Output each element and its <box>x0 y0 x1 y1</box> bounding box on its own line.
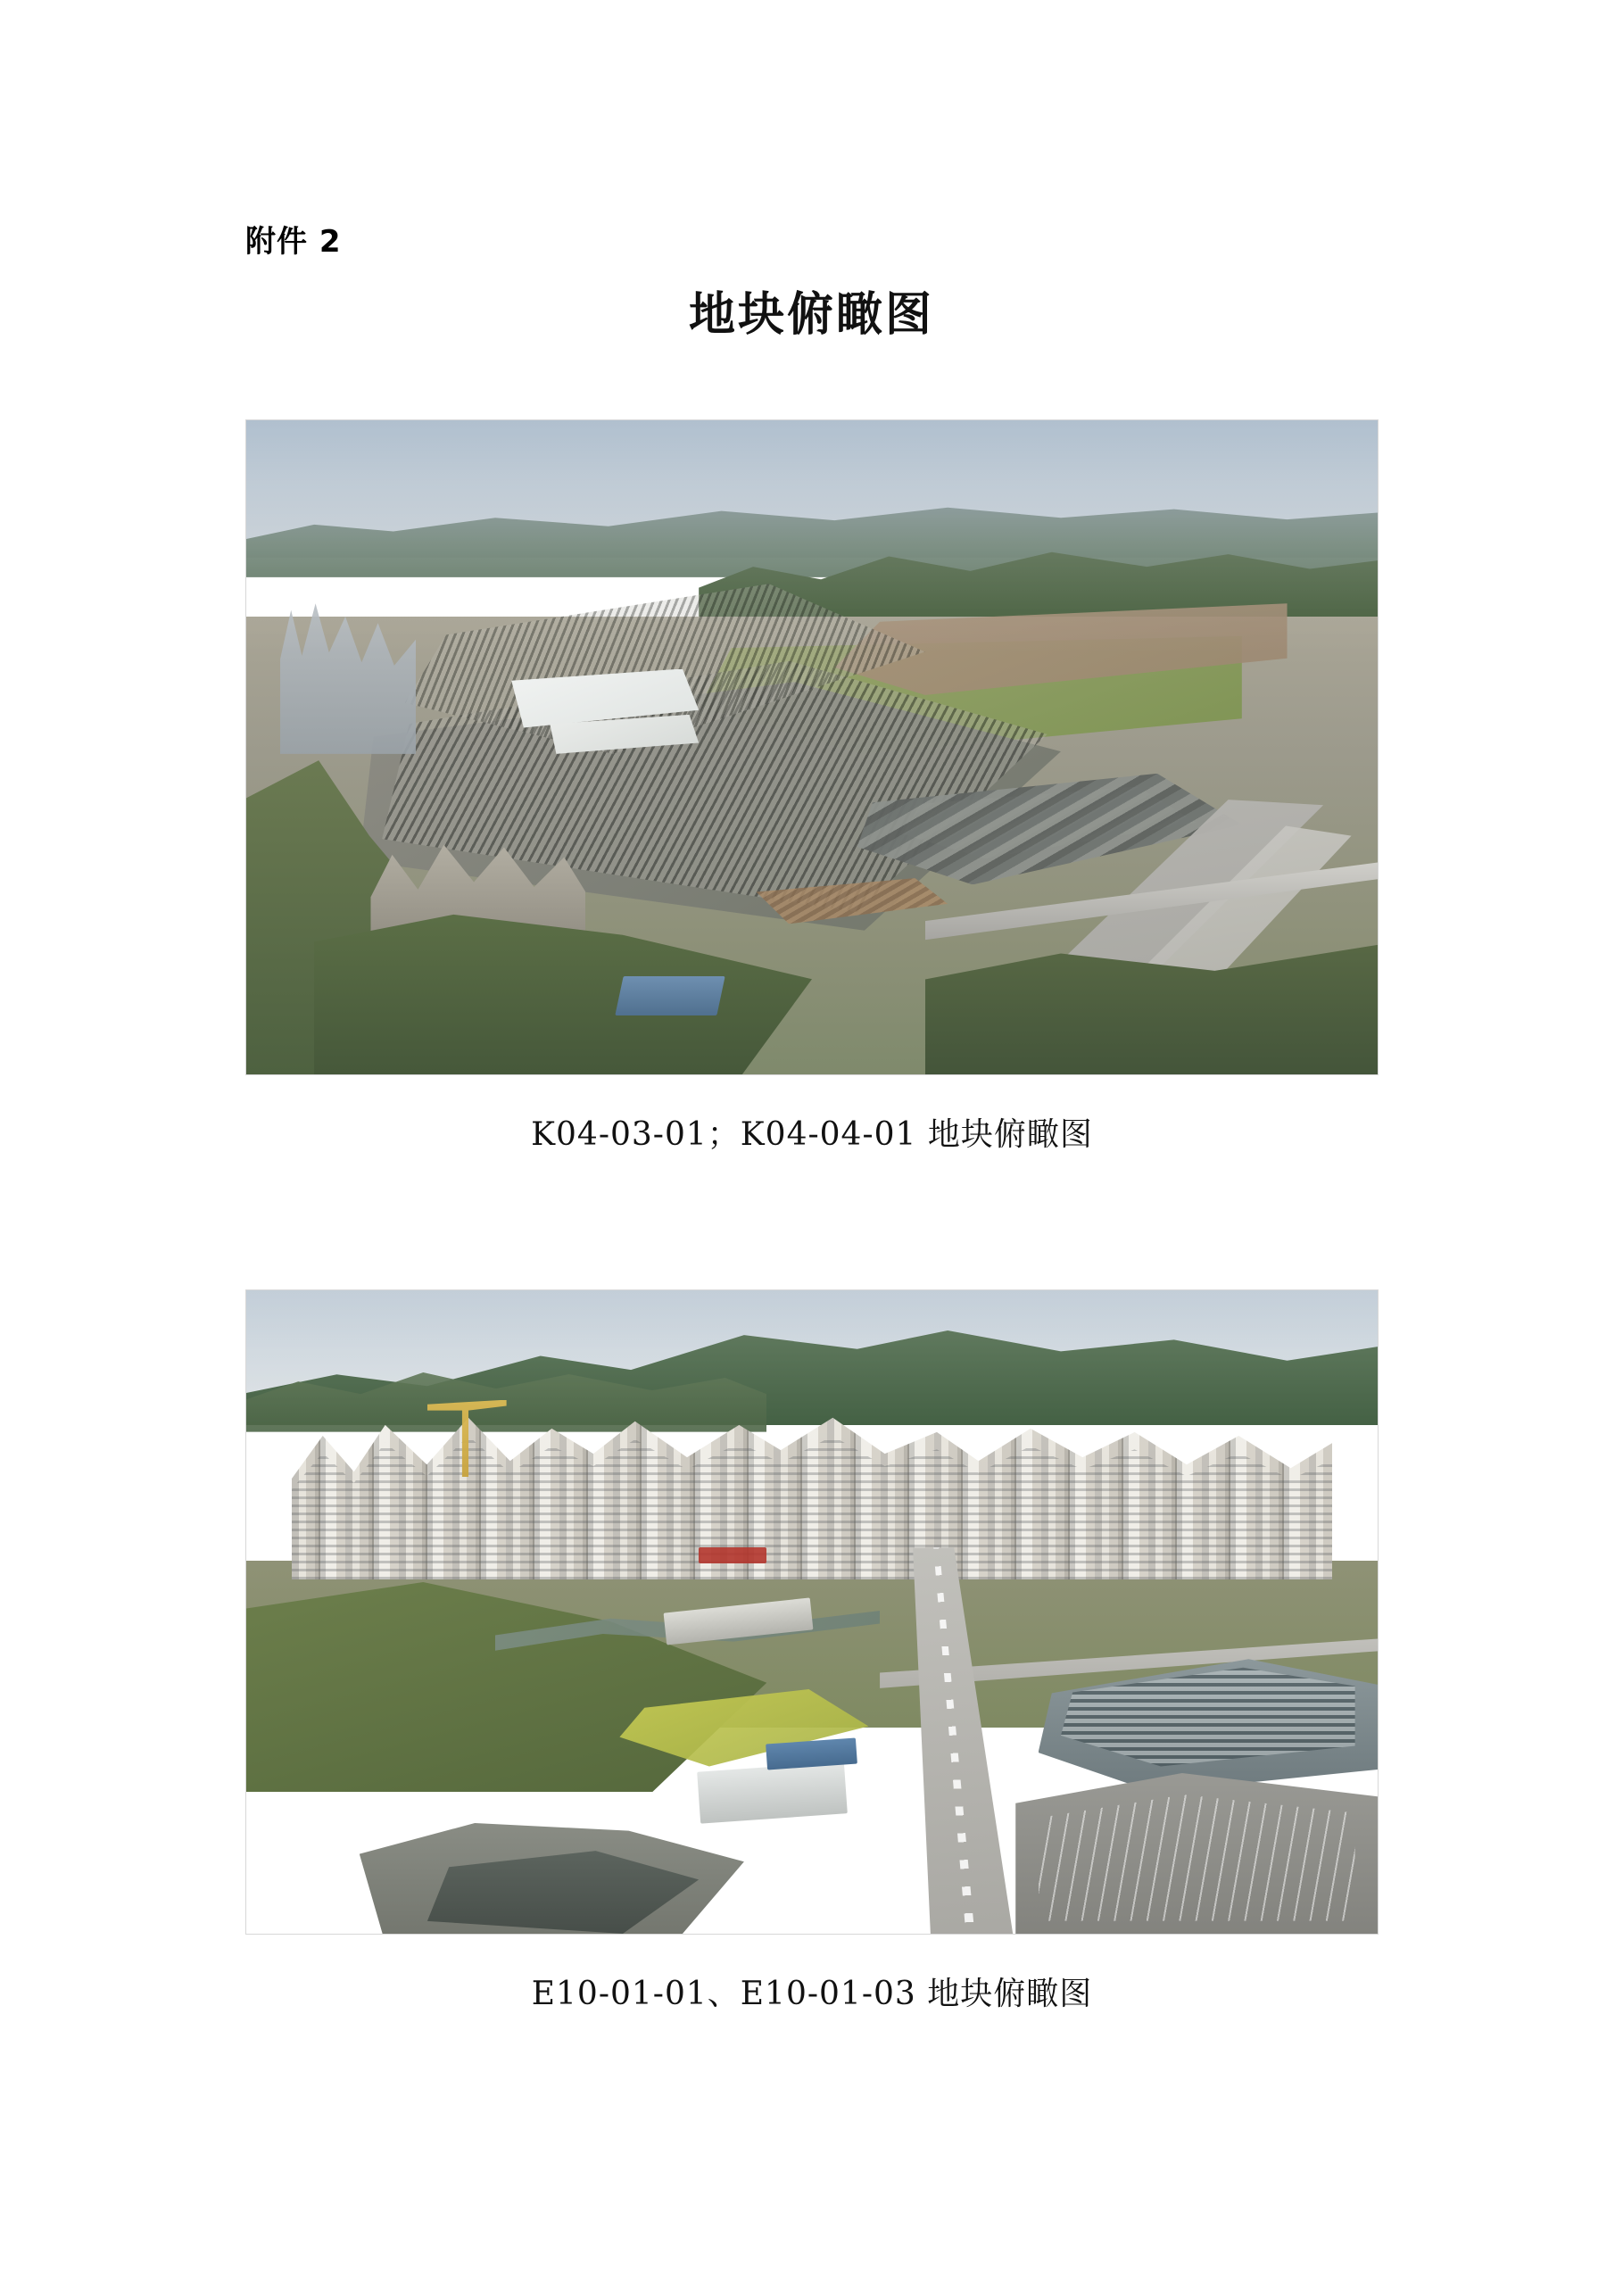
aerial-photo-k04 <box>245 419 1379 1075</box>
photo-red-signage <box>699 1547 766 1562</box>
page-title: 地块俯瞰图 <box>688 287 934 342</box>
figure-caption-1: K04-03-01；K04-04-01 地块俯瞰图 <box>531 1116 1093 1153</box>
photo-parking-markings <box>1039 1792 1355 1920</box>
photo-highrise-cluster <box>280 591 416 754</box>
photo-white-low-building <box>697 1761 847 1823</box>
photo-blue-roof-building <box>616 976 725 1015</box>
figure-block-2 <box>245 1289 1379 2014</box>
aerial-photo-e10 <box>245 1289 1379 1935</box>
figure-caption-2: E10-01-01、E10-01-03 地块俯瞰图 <box>531 1976 1093 2012</box>
attachment-label: 附件 2 <box>245 224 342 260</box>
figure-block-1 <box>245 419 1379 1155</box>
photo-blue-roof-building <box>766 1737 857 1770</box>
